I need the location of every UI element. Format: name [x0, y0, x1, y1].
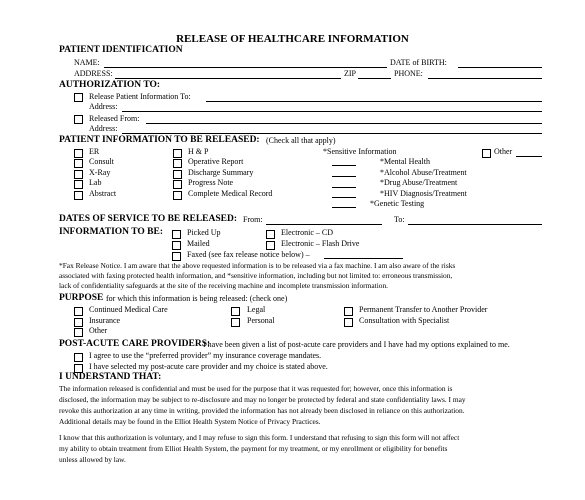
- released-from-checkbox[interactable]: [74, 115, 83, 124]
- purpose-insurance: Insurance: [89, 316, 121, 325]
- understand-para2-line-3: unless allowed by law.: [59, 455, 126, 464]
- checkbox-permanent-transfer[interactable]: [344, 307, 353, 316]
- dates-from-label: From:: [243, 215, 263, 224]
- released-from-field[interactable]: [146, 123, 542, 124]
- checkbox-consultation[interactable]: [344, 318, 353, 327]
- checkbox-preferred-provider[interactable]: [74, 353, 83, 362]
- item-er: ER: [89, 147, 100, 156]
- item-xray: X-Ray: [89, 168, 111, 177]
- checkbox-xray[interactable]: [74, 170, 83, 179]
- checkbox-electronic-flash[interactable]: [266, 241, 275, 250]
- fax-notice-line-2: associated with faxing protected health information, and *sensitive information, including but not limited to: erroneous transmission,: [59, 271, 453, 280]
- purpose-legal: Legal: [247, 305, 266, 314]
- item-complete-record: Complete Medical Record: [188, 189, 273, 198]
- checkbox-discharge[interactable]: [173, 170, 182, 179]
- checkbox-electronic-cd[interactable]: [266, 230, 275, 239]
- checkbox-complete-record[interactable]: [173, 191, 182, 200]
- zip-label: ZIP: [344, 69, 356, 78]
- checkbox-insurance[interactable]: [74, 318, 83, 327]
- patient-id-heading: PATIENT IDENTIFICATION: [59, 45, 183, 55]
- dates-from-field[interactable]: [266, 224, 382, 225]
- item-lab: Lab: [89, 178, 102, 187]
- address-field[interactable]: [115, 78, 341, 79]
- item-progress: Progress Note: [188, 178, 234, 187]
- dates-to-label: To:: [394, 215, 405, 224]
- release-to-checkbox[interactable]: [74, 93, 83, 102]
- sensitive-header: *Sensitive Information: [323, 147, 397, 156]
- alcohol-blank[interactable]: [332, 176, 356, 177]
- understand-para1-line-2: disclosed, the information may be subject to re-disclosure and may no longer be protected by federal and state confidentiality laws. I may: [59, 395, 466, 404]
- item-discharge: Discharge Summary: [188, 168, 254, 177]
- address-label: ADDRESS:: [74, 69, 113, 78]
- option-electronic-cd: Electronic – CD: [281, 228, 333, 237]
- dob-label: DATE of BIRTH:: [390, 58, 447, 67]
- release-to-address-field[interactable]: [122, 111, 542, 112]
- drug-blank[interactable]: [332, 187, 356, 188]
- other-info-field[interactable]: [516, 156, 542, 157]
- info-release-note: (Check all that apply): [266, 136, 336, 145]
- fax-notice-line-1: *Fax Release Notice. I am aware that the above requested information is to be released via a fax machine. I am also aware of the risks: [59, 261, 456, 270]
- post-acute-option-2: I have selected my post-acute care provider and my choice is stated above.: [89, 362, 328, 371]
- option-electronic-flash: Electronic – Flash Drive: [281, 239, 360, 248]
- option-mailed: Mailed: [187, 239, 210, 248]
- info-release-heading: PATIENT INFORMATION TO BE RELEASED:: [59, 135, 260, 145]
- release-to-label: Release Patient Information To:: [89, 92, 191, 101]
- dates-heading: DATES OF SERVICE TO BE RELEASED:: [59, 214, 238, 224]
- checkbox-progress[interactable]: [173, 180, 182, 189]
- checkbox-purpose-other[interactable]: [74, 328, 83, 337]
- checkbox-personal[interactable]: [231, 318, 240, 327]
- checkbox-mailed[interactable]: [172, 241, 181, 250]
- dates-to-field[interactable]: [408, 224, 542, 225]
- released-from-label: Released From:: [89, 114, 140, 123]
- release-to-field[interactable]: [206, 101, 542, 102]
- hiv-blank[interactable]: [332, 197, 356, 198]
- info-to-be-heading: INFORMATION TO BE:: [59, 227, 163, 237]
- checkbox-legal[interactable]: [231, 307, 240, 316]
- phone-label: PHONE:: [394, 69, 423, 78]
- form-title: RELEASE OF HEALTHCARE INFORMATION: [176, 33, 409, 45]
- item-operative: Operative Report: [188, 157, 244, 166]
- item-hiv: *HIV Diagnosis/Treatment: [380, 189, 467, 198]
- purpose-consultation: Consultation with Specialist: [359, 316, 450, 325]
- purpose-other: Other: [89, 326, 108, 335]
- checkbox-continued-care[interactable]: [74, 307, 83, 316]
- item-abstract: Abstract: [89, 189, 117, 198]
- post-acute-option-1: I agree to use the “preferred provider” my insurance coverage mandates.: [89, 351, 322, 360]
- item-alcohol: *Alcohol Abuse/Treatment: [380, 168, 467, 177]
- post-acute-note: I have been given a list of post-acute care providers and I have had my options explained to me.: [203, 340, 510, 349]
- purpose-permanent-transfer: Permanent Transfer to Another Provider: [359, 305, 488, 314]
- checkbox-operative[interactable]: [173, 159, 182, 168]
- purpose-note: for which this information is being released: (check one): [106, 294, 288, 303]
- fax-notice-line-3: lack of confidentiality safeguards at the site of the receiving machine and incomplete transmission information.: [59, 281, 388, 290]
- item-genetic: *Genetic Testing: [370, 199, 425, 208]
- fax-number-field[interactable]: [324, 258, 403, 259]
- option-picked-up: Picked Up: [187, 228, 221, 237]
- post-acute-heading: POST-ACUTE CARE PROVIDERS:: [59, 339, 211, 349]
- phone-field[interactable]: [428, 78, 542, 79]
- name-label: NAME:: [74, 58, 100, 67]
- released-from-address-field[interactable]: [122, 133, 542, 134]
- checkbox-lab[interactable]: [74, 180, 83, 189]
- understand-para1-line-4: Additional details may be found in the Elliot Health System Notice of Privacy Practices.: [59, 417, 321, 426]
- purpose-personal: Personal: [247, 316, 275, 325]
- zip-field[interactable]: [358, 78, 391, 79]
- checkbox-abstract[interactable]: [74, 191, 83, 200]
- mental-health-blank[interactable]: [332, 165, 356, 166]
- purpose-heading: PURPOSE: [59, 293, 104, 303]
- understand-heading: I UNDERSTAND THAT:: [59, 372, 162, 382]
- name-field[interactable]: [104, 67, 387, 68]
- item-mental-health: *Mental Health: [380, 157, 430, 166]
- understand-para2-line-2: my ability to obtain treatment from Elliot Health System, the payment for my treatment, or my enrollment or eligibility for benefits: [59, 444, 448, 453]
- item-drug: *Drug Abuse/Treatment: [380, 178, 458, 187]
- dob-field[interactable]: [458, 67, 542, 68]
- item-consult: Consult: [89, 157, 114, 166]
- checkbox-faxed[interactable]: [172, 252, 181, 261]
- item-other-info: Other: [494, 147, 513, 156]
- genetic-blank[interactable]: [332, 207, 356, 208]
- release-to-address-label: Address:: [89, 102, 118, 111]
- option-faxed: Faxed (see fax release notice below) –: [187, 250, 310, 259]
- released-from-address-label: Address:: [89, 124, 118, 133]
- checkbox-er[interactable]: [74, 149, 83, 158]
- checkbox-consult[interactable]: [74, 159, 83, 168]
- understand-para1-line-1: The information released is confidential and must be used for the purpose that it was requested for; however, once this information is: [59, 384, 453, 393]
- checkbox-picked-up[interactable]: [172, 230, 181, 239]
- checkbox-other-info[interactable]: [482, 149, 491, 158]
- checkbox-hp[interactable]: [173, 149, 182, 158]
- purpose-continued-care: Continued Medical Care: [89, 305, 168, 314]
- understand-para2-line-1: I know that this authorization is voluntary, and I may refuse to sign this form. I understand that refusing to sign this form will not affect: [59, 433, 460, 442]
- understand-para1-line-3: revoke this authorization at any time in writing, provided the information has not already been disclosed in reliance on this authorization.: [59, 406, 465, 415]
- item-hp: H & P: [188, 147, 209, 156]
- authorization-heading: AUTHORIZATION TO:: [59, 80, 161, 90]
